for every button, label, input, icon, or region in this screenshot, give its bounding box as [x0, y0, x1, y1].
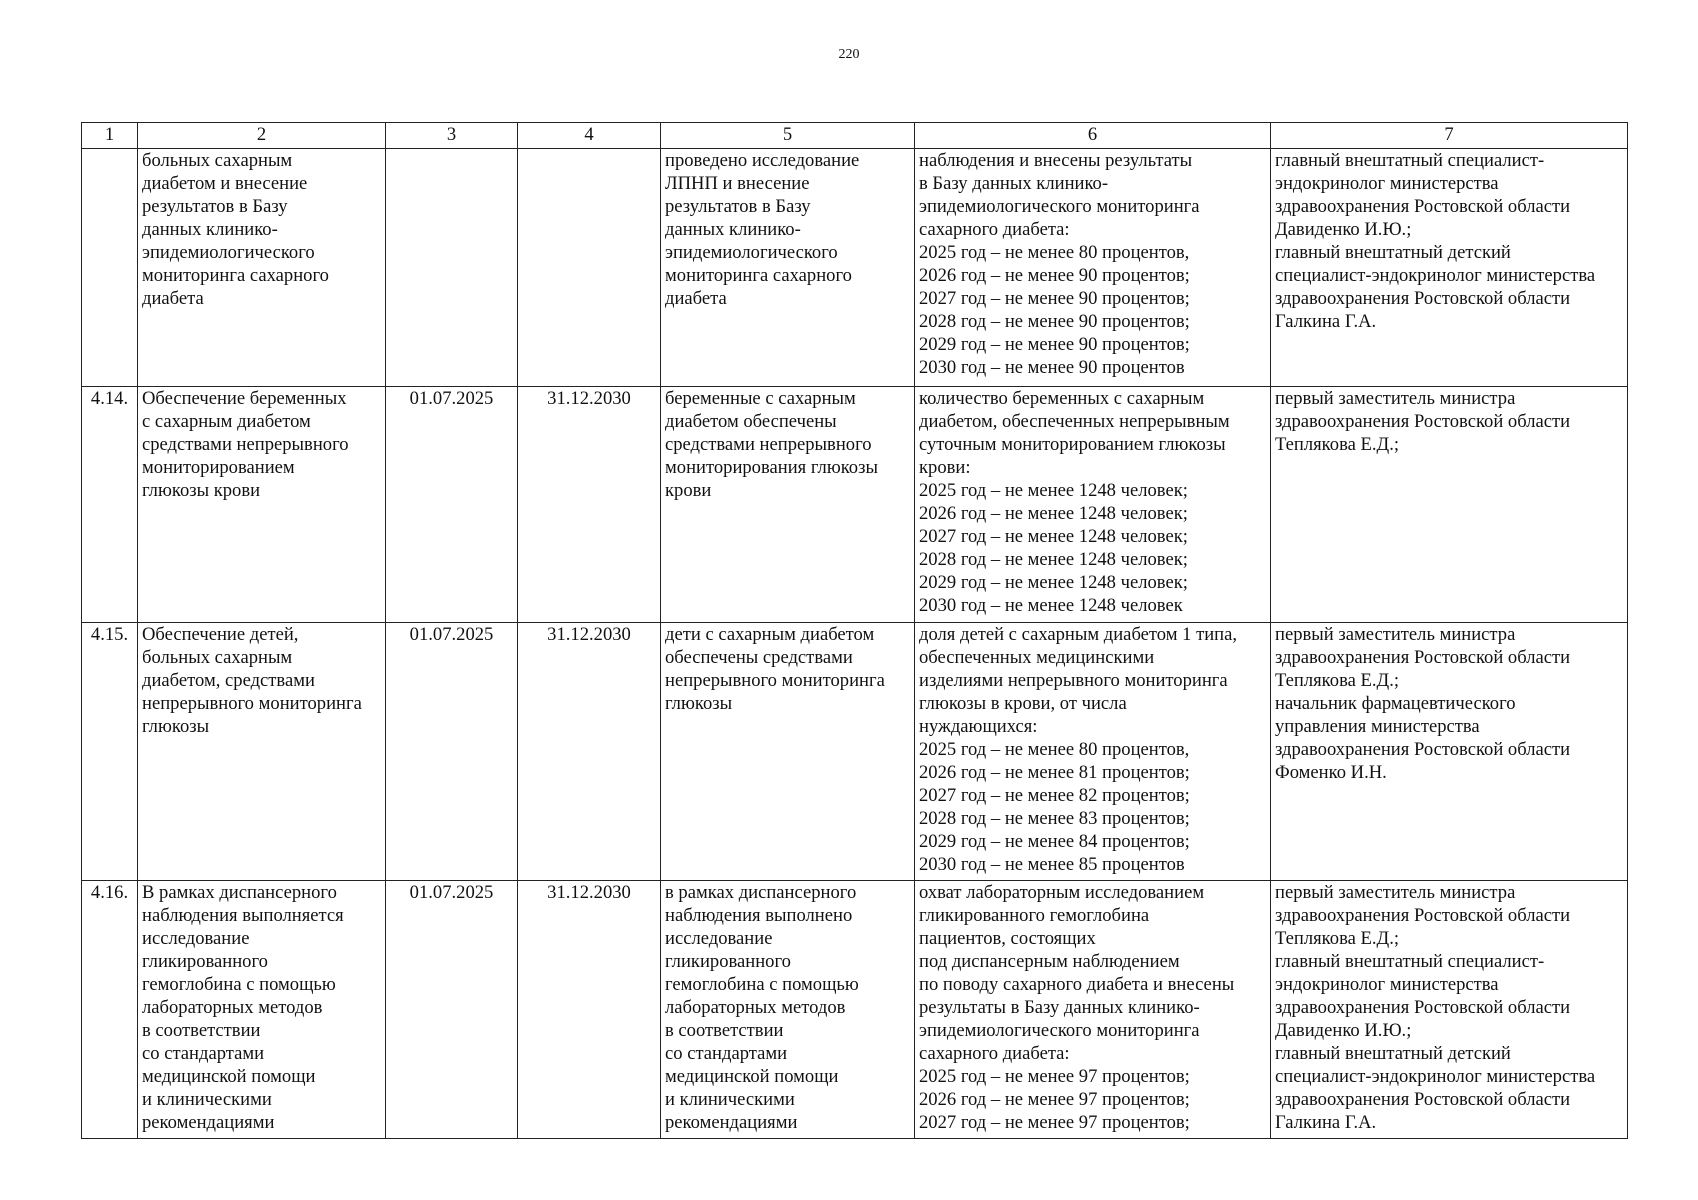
table-row	[82, 387, 1628, 623]
column-header: 2	[138, 123, 386, 149]
item-number: 4.16.	[82, 881, 138, 1139]
indicator: охват лабораторным исследованием гликированного гемоглобина пациентов, состоящих под диспансерным наблюдением по поводу сахарного диабета и внесены результаты в Базу данных клинико- эпидемиологического мониторинга сахарного диабета: 2025 год – не менее 97 процентов; 2026 год – не менее 97 процентов; 2027 год – не менее 97 процентов;	[915, 881, 1271, 1139]
responsible: первый заместитель министра здравоохранения Ростовской области Теплякова Е.Д.;	[1271, 387, 1628, 623]
table-row	[82, 149, 1628, 387]
responsible: главный внештатный специалист- эндокринолог министерства здравоохранения Ростовской области Давиденко И.Ю.; главный внештатный детский специалист-эндокринолог министерства здравоохранения Ростовской области Галкина Г.А.	[1271, 149, 1628, 387]
item-number: 4.14.	[82, 387, 138, 623]
measure-name: больных сахарным диабетом и внесение результатов в Базу данных клинико- эпидемиологического мониторинга сахарного диабета	[138, 149, 386, 387]
responsible: первый заместитель министра здравоохранения Ростовской области Теплякова Е.Д.; начальник фармацевтического управления министерства здравоохранения Ростовской области Фоменко И.Н.	[1271, 623, 1628, 881]
indicator: доля детей с сахарным диабетом 1 типа, обеспеченных медицинскими изделиями непрерывного мониторинга глюкозы в крови, от числа нуждающихся: 2025 год – не менее 80 процентов, 2026 год – не менее 81 процентов; 2027 год – не менее 82 процентов; 2028 год – не менее 83 процентов; 2029 год – не менее 84 процентов; 2030 год – не менее 85 процентов	[915, 623, 1271, 881]
measure-name: Обеспечение беременных с сахарным диабетом средствами непрерывного мониторированием глюкозы крови	[138, 387, 386, 623]
end-date	[518, 149, 661, 387]
indicator: наблюдения и внесены результаты в Базу данных клинико- эпидемиологического мониторинга сахарного диабета: 2025 год – не менее 80 процентов, 2026 год – не менее 90 процентов; 2027 год – не менее 90 процентов; 2028 год – не менее 90 процентов; 2029 год – не менее 90 процентов; 2030 год – не менее 90 процентов	[915, 149, 1271, 387]
column-header: 6	[915, 123, 1271, 149]
start-date: 01.07.2025	[386, 881, 518, 1139]
start-date: 01.07.2025	[386, 387, 518, 623]
page-number: 220	[838, 47, 860, 62]
column-header: 3	[386, 123, 518, 149]
end-date: 31.12.2030	[518, 387, 661, 623]
expected-result: беременные с сахарным диабетом обеспечены средствами непрерывного мониторирования глюкозы крови	[661, 387, 915, 623]
column-header: 4	[518, 123, 661, 149]
item-number: 4.15.	[82, 623, 138, 881]
table-row	[82, 881, 1628, 1139]
column-header: 5	[661, 123, 915, 149]
measure-name: В рамках диспансерного наблюдения выполняется исследование гликированного гемоглобина с помощью лабораторных методов в соответствии со стандартами медицинской помощи и клиническими рекомендациями	[138, 881, 386, 1139]
start-date: 01.07.2025	[386, 623, 518, 881]
expected-result: в рамках диспансерного наблюдения выполнено исследование гликированного гемоглобина с помощью лабораторных методов в соответствии со стандартами медицинской помощи и клиническими рекомендациями	[661, 881, 915, 1139]
end-date: 31.12.2030	[518, 881, 661, 1139]
column-number-row	[82, 123, 1628, 149]
table-row	[82, 623, 1628, 881]
column-header: 1	[82, 123, 138, 149]
column-header: 7	[1271, 123, 1628, 149]
indicator: количество беременных с сахарным диабетом, обеспеченных непрерывным суточным мониторированием глюкозы крови: 2025 год – не менее 1248 человек; 2026 год – не менее 1248 человек; 2027 год – не менее 1248 человек; 2028 год – не менее 1248 человек; 2029 год – не менее 1248 человек; 2030 год – не менее 1248 человек	[915, 387, 1271, 623]
measure-name: Обеспечение детей, больных сахарным диабетом, средствами непрерывного мониторинга глюкозы	[138, 623, 386, 881]
start-date	[386, 149, 518, 387]
item-number	[82, 149, 138, 387]
measures-table	[81, 122, 1628, 1139]
expected-result: проведено исследование ЛПНП и внесение результатов в Базу данных клинико- эпидемиологического мониторинга сахарного диабета	[661, 149, 915, 387]
end-date: 31.12.2030	[518, 623, 661, 881]
responsible: первый заместитель министра здравоохранения Ростовской области Теплякова Е.Д.; главный внештатный специалист- эндокринолог министерства здравоохранения Ростовской области Давиденко И.Ю.; главный внештатный детский специалист-эндокринолог министерства здравоохранения Ростовской области Галкина Г.А.	[1271, 881, 1628, 1139]
expected-result: дети с сахарным диабетом обеспечены средствами непрерывного мониторинга глюкозы	[661, 623, 915, 881]
